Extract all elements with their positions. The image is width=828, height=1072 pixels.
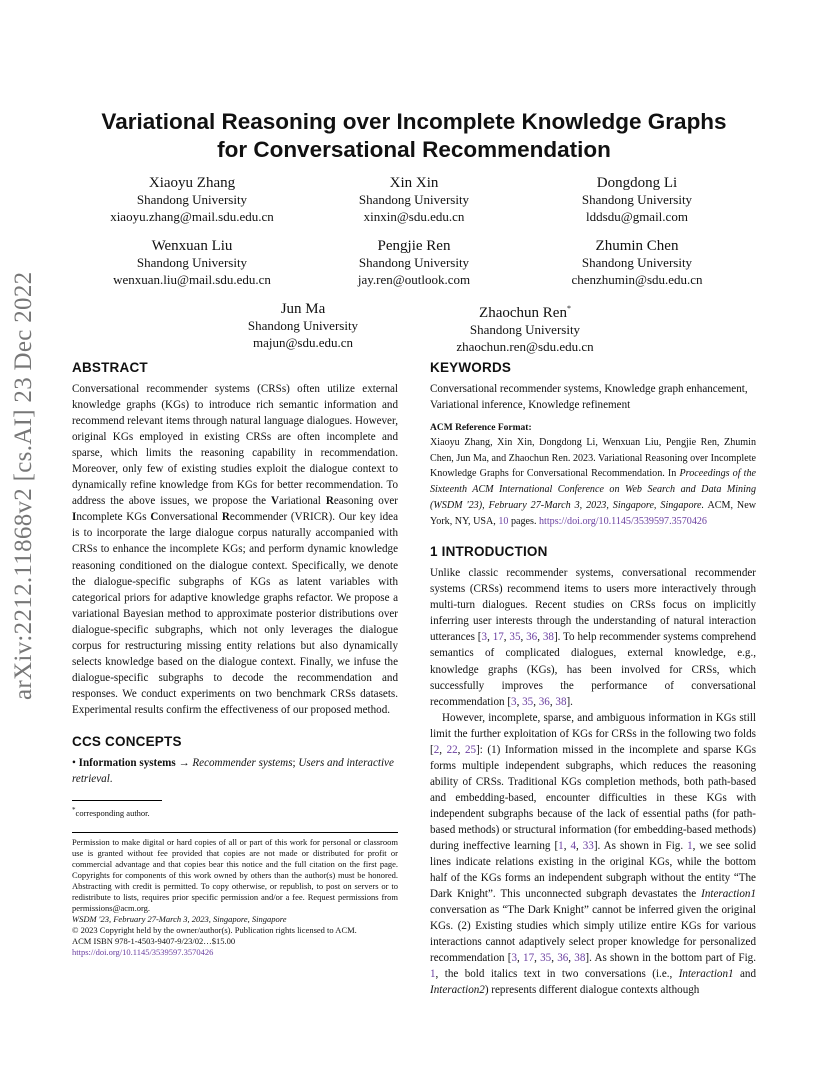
- acm-ref-text: [430, 435, 756, 529]
- citation-link[interactable]: 17: [523, 952, 535, 965]
- author-affiliation: Shandong University: [469, 322, 581, 337]
- citation-link[interactable]: 33: [582, 840, 594, 853]
- doi-link[interactable]: https://doi.org/10.1145/3539597.3570426: [72, 947, 214, 957]
- left-column: [72, 359, 398, 787]
- intro-text: ]. To help recommender systems comprehend semantics of complicated dialogues, external knowledge, e.g., knowledge graphs (KGs), has been involved for CRSs, which successfully improves the performance of conversational recommendation [: [430, 631, 757, 708]
- citation-link[interactable]: 36: [526, 631, 538, 644]
- author-name: Zhumin Chen: [595, 238, 679, 254]
- method-name-rest: easoning over: [333, 495, 398, 508]
- author-name: Wenxuan Liu: [151, 238, 233, 254]
- author-email: xinxin@sdu.edu.cn: [363, 208, 465, 224]
- citation-link[interactable]: 3: [511, 695, 517, 708]
- citation-link[interactable]: 4: [570, 840, 576, 853]
- intro-text: , the bold italics text in two conversations (i.e.,: [435, 968, 679, 981]
- author-email: jay.ren@outlook.com: [357, 271, 471, 287]
- author-email: majun@sdu.edu.cn: [252, 334, 354, 350]
- arxiv-stamp: arXiv:2212.11868v2 [cs.AI] 23 Dec 2022: [10, 271, 37, 700]
- footnote-rule: [72, 800, 162, 801]
- keywords-heading: KEYWORDS: [430, 360, 512, 375]
- author-name: Xin Xin: [389, 175, 439, 191]
- footnote-text: corresponding author.: [75, 807, 150, 818]
- author-block: [405, 300, 645, 355]
- citation-link[interactable]: 35: [522, 695, 534, 708]
- footnote: [72, 800, 398, 819]
- intro-heading: 1 INTRODUCTION: [430, 544, 548, 560]
- paper-title: [72, 108, 756, 164]
- method-name-initial: I: [72, 511, 77, 524]
- figure-link[interactable]: 1: [430, 968, 436, 981]
- corresponding-mark: *: [566, 304, 571, 313]
- permission-text: Permission to make digital or hard copies of all or part of this work for personal or classroom use is granted without fee provided that copies are not made or distributed for profit or commercial advantage and that copies bear this notice and the full citation on the first page. Copyrights for components of this work owned by others than the author(s) must be honored. Abstracting with credit is permitted. To copy otherwise, or republish, to post on servers or to redistribute to lists, requires prior specific permission and/or a fee. Request permissions from permissions@acm.org.: [72, 837, 398, 913]
- citation-link[interactable]: 38: [542, 631, 554, 644]
- citation-link[interactable]: 3: [481, 631, 488, 644]
- author-block: [183, 300, 423, 351]
- intro-text: conversation as “The Dark Knight” cannot be inferred given the original KGs. (2) Existing studies which simply utilize entire KGs for various interactions cannot adaptively select proper knowledge for personalized recommendation [: [430, 904, 756, 965]
- citation-link[interactable]: 1: [558, 840, 564, 853]
- title-line-1: Variational Reasoning over Incomplete Knowledge Graphs: [101, 109, 727, 134]
- method-name-initial: V: [270, 495, 279, 508]
- citation-link[interactable]: 38: [555, 695, 567, 708]
- permission-rule: [72, 832, 398, 833]
- intro-text: ]: (1) Information missed in the incomplete and sparse KGs forms multiple independent subgraphs, which reduces the reasoning ability of CRSs. Traditional KGs completion methods, both path-based and embedding-based, encounter difficulties in these KGs with independent subgraphs because of the lack of essential paths (for path-based methods) or structural information (for embedding-based methods) during ineffective learning [: [430, 743, 757, 853]
- author-affiliation: Shandong University: [581, 192, 693, 207]
- author-name: Dongdong Li: [596, 175, 678, 191]
- intro-text: and: [733, 968, 756, 981]
- abstract-part-1: Conversational recommender systems (CRSs) often utilize external knowledge graphs (KGs) to introduce rich semantic information and recommend relevant items through natural language dialogues. However, original KGs employed in existing CRSs are often incomplete and sparse, which limits the reasoning capability in recommendation. Moreover, only few of existing studies exploit the dialogue context to dynamically refine knowledge from KGs for better recommendation. To address the above issues, we propose the: [72, 383, 398, 508]
- citation-link[interactable]: 2: [433, 743, 440, 756]
- acm-ref-tail: pages.: [508, 515, 539, 527]
- citation-link[interactable]: 38: [574, 952, 586, 965]
- author-email: wenxuan.liu@mail.sdu.edu.cn: [113, 271, 271, 287]
- author-email: lddsdu@gmail.com: [586, 208, 688, 224]
- intro-text: ) represents different dialogue contexts although: [484, 984, 700, 997]
- author-block: [72, 174, 312, 225]
- method-name-initial: R: [325, 495, 334, 508]
- author-affiliation: Shandong University: [581, 255, 693, 270]
- citation-link[interactable]: 17: [492, 631, 504, 644]
- abstract-text: [72, 381, 398, 718]
- acm-ref-venue: Proceedings of the Sixteenth ACM International Conference on Web Search and Data Mining (WSDM '23), February 27-March 3, 2023, Singapore, Singapore.: [430, 468, 756, 511]
- acm-ref-label: ACM Reference Format:: [430, 423, 532, 433]
- author-affiliation: Shandong University: [358, 255, 470, 270]
- author-affiliation: Shandong University: [136, 255, 248, 270]
- interaction-label: Interaction2: [430, 984, 485, 997]
- author-email: chenzhumin@sdu.edu.cn: [571, 271, 703, 287]
- ccs-sub-concept: Users and interactive retrieval: [72, 756, 394, 786]
- ccs-separator: ;: [292, 756, 299, 769]
- acm-ref-tail: ACM, New York, NY, USA,: [430, 499, 756, 527]
- intro-paragraph-2: However, incomplete, sparse, and ambiguous information in KGs still limit the further exploitation of KGs for CRSs in the following two folds [2, 22, 25]: (1) Information missed in the incomplete and sparse KGs forms multiple independent subgraphs, which reduces the reasoning ability of CRSs. Traditional KGs completion methods, both path-based and embedding-based, encounter difficulties in these KGs with independent subgraphs because of the lack of essential paths (for path-based methods) or structural information (for embedding-based methods) during ineffective learning [1, 4, 33]. As shown in Fig. 1, we see solid lines indicate relations existing in the original KGs, while the bottom half of the KGs forms an independent subgraph without the entity “The Dark Knight”. This unconnected subgraph devastates the Interaction1 conversation as “The Dark Knight” cannot be inferred given the original KGs. (2) Existing studies which simply utilize entire KGs for various interactions cannot adaptively select proper knowledge for personalized recommendation [3, 17, 35, 36, 38]. As shown in the bottom part of Fig. 1, the bold italics text in two conversations (i.e., Interaction1 and Interaction2) represents different dialogue contexts although: [430, 711, 757, 997]
- author-name: Jun Ma: [280, 301, 326, 317]
- author-block: [294, 174, 534, 225]
- citation-link[interactable]: 36: [557, 952, 569, 965]
- copyright-line: © 2023 Copyright held by the owner/author(s). Publication rights licensed to ACM.: [72, 925, 357, 935]
- interaction-label: Interaction1: [701, 888, 756, 901]
- method-name-rest: ariational: [279, 495, 326, 508]
- citation-link[interactable]: 35: [509, 631, 521, 644]
- author-name: Pengjie Ren: [377, 238, 451, 254]
- citation-link[interactable]: 35: [540, 952, 552, 965]
- acm-doi-link[interactable]: https://doi.org/10.1145/3539597.3570426: [539, 515, 707, 527]
- intro-text: Unlike classic recommender systems, conversational recommender systems (CRSs) recommend items to users more interactively through multi-turn dialogues. Recent studies on CRSs focus on implicitly inferring user interests through the understanding of natural interaction utterances [: [430, 567, 756, 644]
- citation-link[interactable]: 3: [511, 952, 518, 965]
- author-email: zhaochun.ren@sdu.edu.cn: [456, 338, 594, 354]
- method-name-rest: ecommender (VRICR).: [229, 511, 336, 524]
- intro-text: , we see solid lines indicate relations existing in the original KGs, while the bottom half of the KGs forms an independent subgraph without the entity “The Dark Knight”. This unconnected subgraph devastates the: [430, 840, 756, 901]
- pages-link[interactable]: 10: [498, 515, 509, 527]
- ccs-concept: Information systems: [78, 756, 176, 769]
- author-affiliation: Shandong University: [136, 192, 248, 207]
- author-email: xiaoyu.zhang@mail.sdu.edu.cn: [110, 208, 274, 224]
- author-block: [72, 237, 312, 288]
- interaction-label: Interaction1: [678, 968, 734, 981]
- method-name-initial: R: [221, 511, 230, 524]
- intro-text: ].: [566, 695, 573, 708]
- ccs-sub-concept: Recommender systems: [192, 756, 293, 769]
- abstract-heading: ABSTRACT: [72, 360, 148, 375]
- citation-link[interactable]: 25: [465, 743, 477, 756]
- ccs-heading: CCS CONCEPTS: [72, 733, 182, 749]
- citation-link[interactable]: 36: [538, 695, 550, 708]
- arrow-icon: →: [175, 756, 193, 769]
- author-name: Xiaoyu Zhang: [148, 175, 236, 191]
- ccs-end: .: [109, 773, 113, 786]
- title-line-2: for Conversational Recommendation: [217, 137, 611, 162]
- author-block: [517, 237, 757, 288]
- author-name-text: Zhaochun Ren: [479, 305, 567, 321]
- ccs-text: [72, 755, 398, 787]
- author-block: [294, 237, 534, 288]
- author-name: [405, 300, 645, 322]
- right-column: [430, 359, 756, 998]
- method-name-rest: onversational: [158, 511, 219, 524]
- intro-paragraph-1: Unlike classic recommender systems, conversational recommender systems (CRSs) recommend items to users more interactively through multi-turn dialogues. Recent studies on CRSs focus on implicitly inferring user interests through the understanding of natural interaction utterances [3, 17, 35, 36, 38]. To help recommender systems comprehend semantics of complicated dialogues, external knowledge, e.g., knowledge graphs (KGs), has been involved for CRSs, which successfully improves the performance of conversational recommendation [3, 35, 36, 38].: [430, 567, 757, 708]
- isbn-line: ACM ISBN 978-1-4503-9407-9/23/02…$15.00: [72, 936, 236, 946]
- intro-text: However, incomplete, sparse, and ambiguous information in KGs still limit the further exploitation of KGs for CRSs in the following two folds [: [430, 711, 756, 756]
- method-name-initial: C: [150, 511, 159, 524]
- permission-block: [72, 832, 398, 958]
- citation-link[interactable]: 22: [446, 743, 458, 756]
- footnote-mark: *: [72, 806, 76, 814]
- ccs-bullet: •: [72, 756, 79, 769]
- figure-link[interactable]: 1: [687, 840, 693, 853]
- author-affiliation: Shandong University: [247, 318, 359, 333]
- venue-line: WSDM '23, February 27-March 3, 2023, Singapore, Singapore: [72, 914, 287, 924]
- intro-text: ]. As shown in Fig.: [593, 840, 688, 853]
- acm-ref-authors: Xiaoyu Zhang, Xin Xin, Dongdong Li, Wenxuan Liu, Pengjie Ren, Zhumin Chen, Jun Ma, and Zhaochun Ren. 2023. Variational Reasoning over Incomplete Knowledge Graphs for Conversational Recommendation. In: [430, 437, 756, 480]
- author-affiliation: Shandong University: [358, 192, 470, 207]
- method-name-rest: ncomplete KGs: [76, 511, 151, 524]
- intro-text: ]. As shown in the bottom part of Fig.: [585, 952, 757, 965]
- keywords-text: Conversational recommender systems, Knowledge graph enhancement, Variational inference, Knowledge refinement: [430, 383, 748, 411]
- abstract-part-2: Our key idea is to incorporate the large dialogue corpus naturally accompanied with CRSs to enhance the incomplete KGs; and perform dynamic knowledge reasoning conditioned on the dialogue context. Specifically, we denote the dialogue-specific subgraphs of KGs as latent variables with categorical priors for adaptive knowledge graphs refactor. We propose a variational Bayesian method to approximate posterior distributions over dialogue-specific subgraphs, which not only leverages the dialogue corpus for restructuring missing entity relations but also dynamically selects knowledge based on the dialogue context. Finally, we infuse the dialogue-specific subgraphs to decode the recommendation and responses. We conduct experiments on two benchmark CRSs datasets. Experimental results confirm the effectiveness of our proposed method.: [72, 511, 398, 716]
- author-block: [517, 174, 757, 225]
